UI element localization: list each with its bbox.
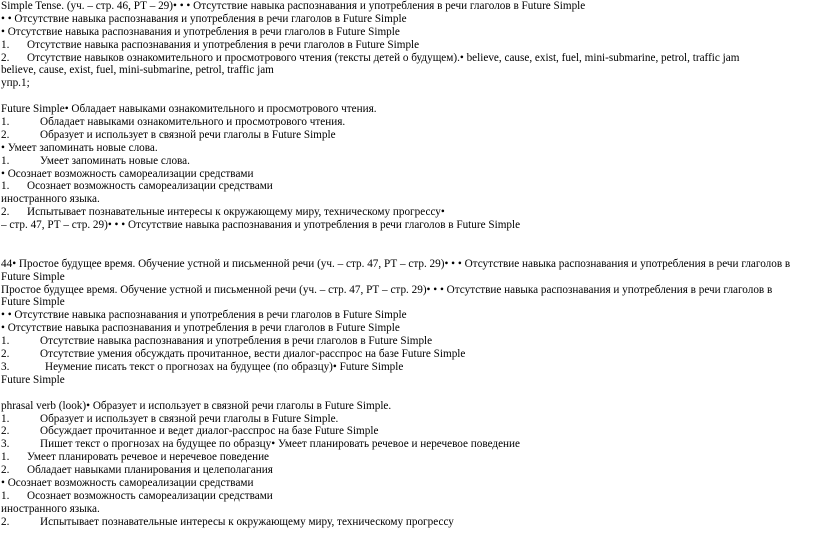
numbered-line [1,206,813,219]
list-text: Осознает возможность самореализации средствами [27,180,273,193]
list-number: 2. [1,51,10,64]
text-line: phrasal verb (look)• Образует и использует в связной речи глаголы в Future Simple. [1,399,392,412]
list-text: Умеет планировать речевое и неречевое поведение [27,451,270,464]
list-text: Умеет запоминать новые слова. [40,154,190,167]
list-text: Осознает возможность самореализации средствами [27,489,273,502]
list-text: Обладает навыками планирования и целеполагания [27,464,273,477]
text-line: Простое будущее время. Обучение устной и письменной речи (уч. – стр. 47, РТ – стр. 29)• • • Отсутствие навыка распознавания и употребления в речи глаголов в [1,283,773,296]
list-text: Обладает навыками ознакомительного и просмотрового чтения. [40,116,346,129]
list-number: 1. [1,180,10,193]
list-number: 2. [1,206,10,219]
blank-line [1,245,813,258]
list-text: Пишет текст о прогнозах на будущее по образцу• Умеет планировать речевое и неречевое поведение [40,438,520,451]
list-number: 1. [1,335,10,348]
numbered-line [1,335,813,348]
numbered-line [1,155,813,168]
list-number: 3. [1,438,10,451]
numbered-line [1,438,813,451]
list-number: 1. [1,489,10,502]
numbered-line [1,516,813,529]
text-line: • Отсутствие навыка распознавания и употребления в речи глаголов в Future Simple [1,322,400,335]
numbered-line [1,490,813,503]
text-line: упр.1; [1,77,30,90]
list-number: 1. [1,38,10,51]
list-text: Отсутствие навыков ознакомительного и просмотрового чтения (тексты детей о будущем).• believe, cause, exist, fuel, mini-submarine, petrol, traffic jam [27,51,740,64]
blank-line [1,387,813,400]
text-line: – стр. 47, РТ – стр. 29)• • • Отсутствие навыка распознавания и употребления в речи глаголов в Future Simple [1,219,521,232]
numbered-line [1,129,813,142]
text-line: • • Отсутствие навыка распознавания и употребления в речи глаголов в Future Simple [1,309,407,322]
blank-line [1,90,813,103]
list-text: Образует и использует в связной речи глаголы в Future Simple [40,128,336,141]
text-line: иностранного языка. [1,502,100,515]
numbered-line [1,361,813,374]
text-line: believe, cause, exist, fuel, mini-submarine, petrol, traffic jam [1,64,274,77]
list-text: Отсутствие умения обсуждать прочитанное, вести диалог-расспрос на базе Future Simple [40,348,466,361]
list-number: 3. [1,360,10,373]
list-number: 1. [1,451,10,464]
numbered-line [1,39,813,52]
list-text: Испытывает познавательные интересы к окружающему миру, техническому прогрессу• [27,206,445,219]
blank-line [1,232,813,245]
list-number: 1. [1,116,10,129]
list-number: 1. [1,154,10,167]
text-line: Future Simple [1,296,65,309]
text-line: • • Отсутствие навыка распознавания и употребления в речи глаголов в Future Simple [1,12,407,25]
text-line: • Умеет запоминать новые слова. [1,141,158,154]
list-number: 2. [1,464,10,477]
list-number: 2. [1,128,10,141]
text-line: Future Simple [1,373,65,386]
text-line: Future Simple• Обладает навыками ознакомительного и просмотрового чтения. [1,103,377,116]
list-text: Отсутствие навыка распознавания и употребления в речи глаголов в Future Simple [27,38,420,51]
numbered-line [1,180,813,193]
list-number: 2. [1,515,10,528]
text-line: • Отсутствие навыка распознавания и употребления в речи глаголов в Future Simple [1,25,400,38]
numbered-line [1,425,813,438]
numbered-line [1,451,813,464]
text-line: иностранного языка. [1,193,100,206]
list-number: 1. [1,412,10,425]
numbered-line [1,52,813,65]
numbered-line [1,116,813,129]
text-line: • Осознает возможность самореализации средствами [1,167,254,180]
list-text: Отсутствие навыка распознавания и употребления в речи глаголов в Future Simple [40,335,433,348]
document-body [1,0,813,529]
list-text: Неумение писать текст о прогнозах на будущее (по образцу)• Future Simple [45,360,404,373]
text-line: Future Simple [1,270,65,283]
list-number: 2. [1,425,10,438]
numbered-line [1,348,813,361]
text-line: 44• Простое будущее время. Обучение устной и письменной речи (уч. – стр. 47, РТ – стр. 29)• • • Отсутствие навыка распознавания и употребления в речи глаголов в [1,257,791,270]
text-line: Simple Tense. (уч. – стр. 46, РТ – 29)• • • Отсутствие навыка распознавания и употребления в речи глаголов в Future Simple [1,0,586,12]
text-line: • Осознает возможность самореализации средствами [1,476,254,489]
list-number: 2. [1,348,10,361]
numbered-line [1,464,813,477]
list-text: Обсуждает прочитанное и ведет диалог-расспрос на базе Future Simple [40,425,379,438]
list-text: Образует и использует в связной речи глаголы в Future Simple. [40,412,339,425]
list-text: Испытывает познавательные интересы к окружающему миру, техническому прогрессу [40,515,454,528]
numbered-line [1,413,813,426]
